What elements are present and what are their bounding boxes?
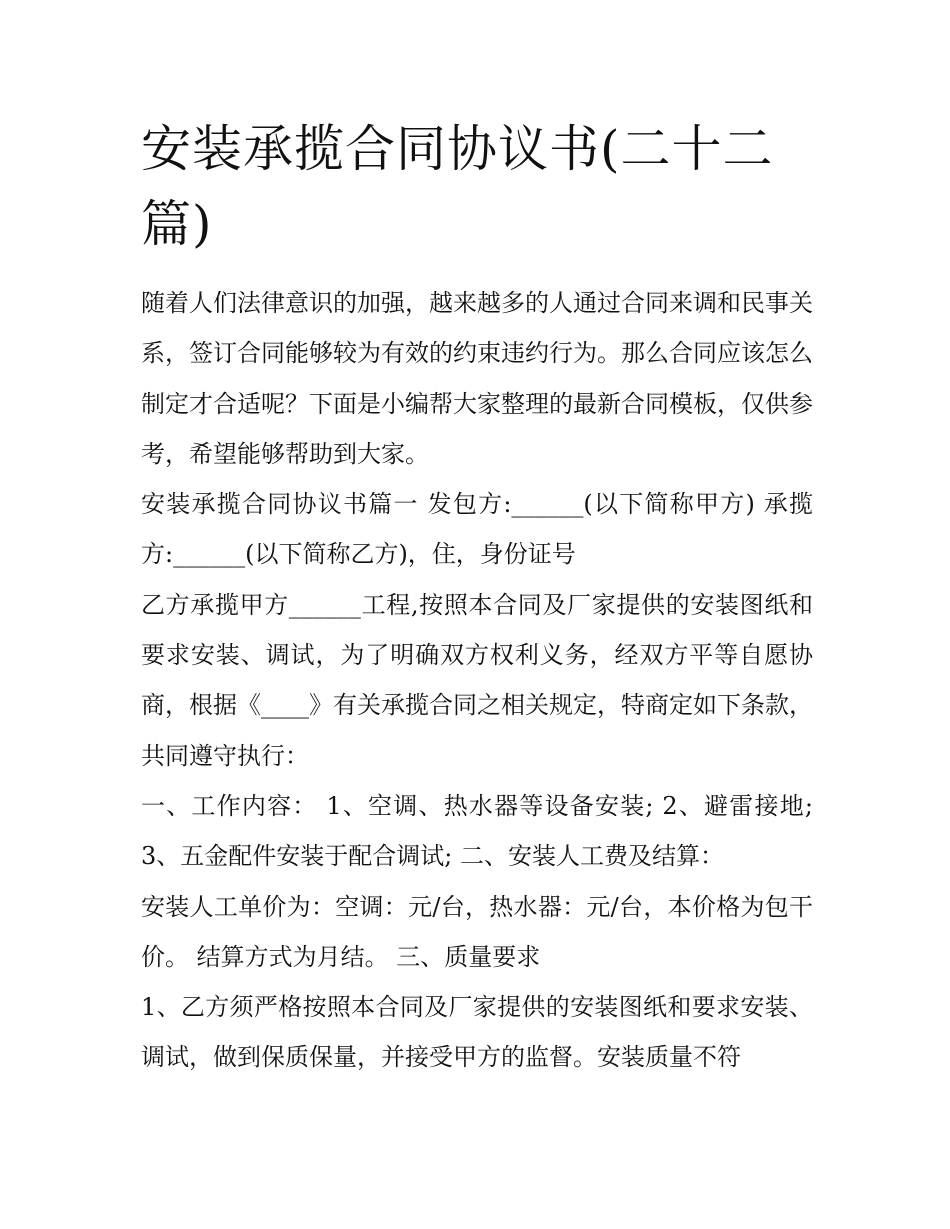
parties-paragraph: 安装承揽合同协议书篇一 发包方:______(以下简称甲方) 承揽方:______(以下简称乙方)，住，身份证号 <box>141 490 813 569</box>
work-content-paragraph: 一、工作内容： 1、空调、热水器等设备安装; 2、避雷接地; 3、五金配件安装于配合调试; 二、安装人工费及结算： <box>141 791 813 871</box>
intro-paragraph: 随着人们法律意识的加强，越来越多的人通过合同来调和民事关系，签订合同能够较为有效的约束违约行为。那么合同应该怎么制定才合适呢？下面是小编帮大家整理的最新合同模板，仅供参考，希望能够帮助到大家。 <box>141 289 813 468</box>
quality-paragraph: 1、乙方须严格按照本合同及厂家提供的安装图纸和要求安装、调试，做到保质保量，并接受甲方的监督。安装质量不符 <box>141 993 813 1072</box>
document-title: 安装承揽合同协议书(二十二篇) <box>141 120 774 253</box>
document-body <box>141 278 813 1083</box>
preamble-paragraph: 乙方承揽甲方______工程,按照本合同及厂家提供的安装图纸和要求安装、调试，为了明确双方权利义务，经双方平等自愿协商，根据《____》有关承揽合同之相关规定，特商定如下条款，共同遵守执行： <box>141 590 813 770</box>
document-page <box>141 0 813 1229</box>
labor-price-paragraph: 安装人工单价为：空调：元/台，热水器：元/台，本价格为包干价。 结算方式为月结。 三、质量要求 <box>141 892 813 971</box>
